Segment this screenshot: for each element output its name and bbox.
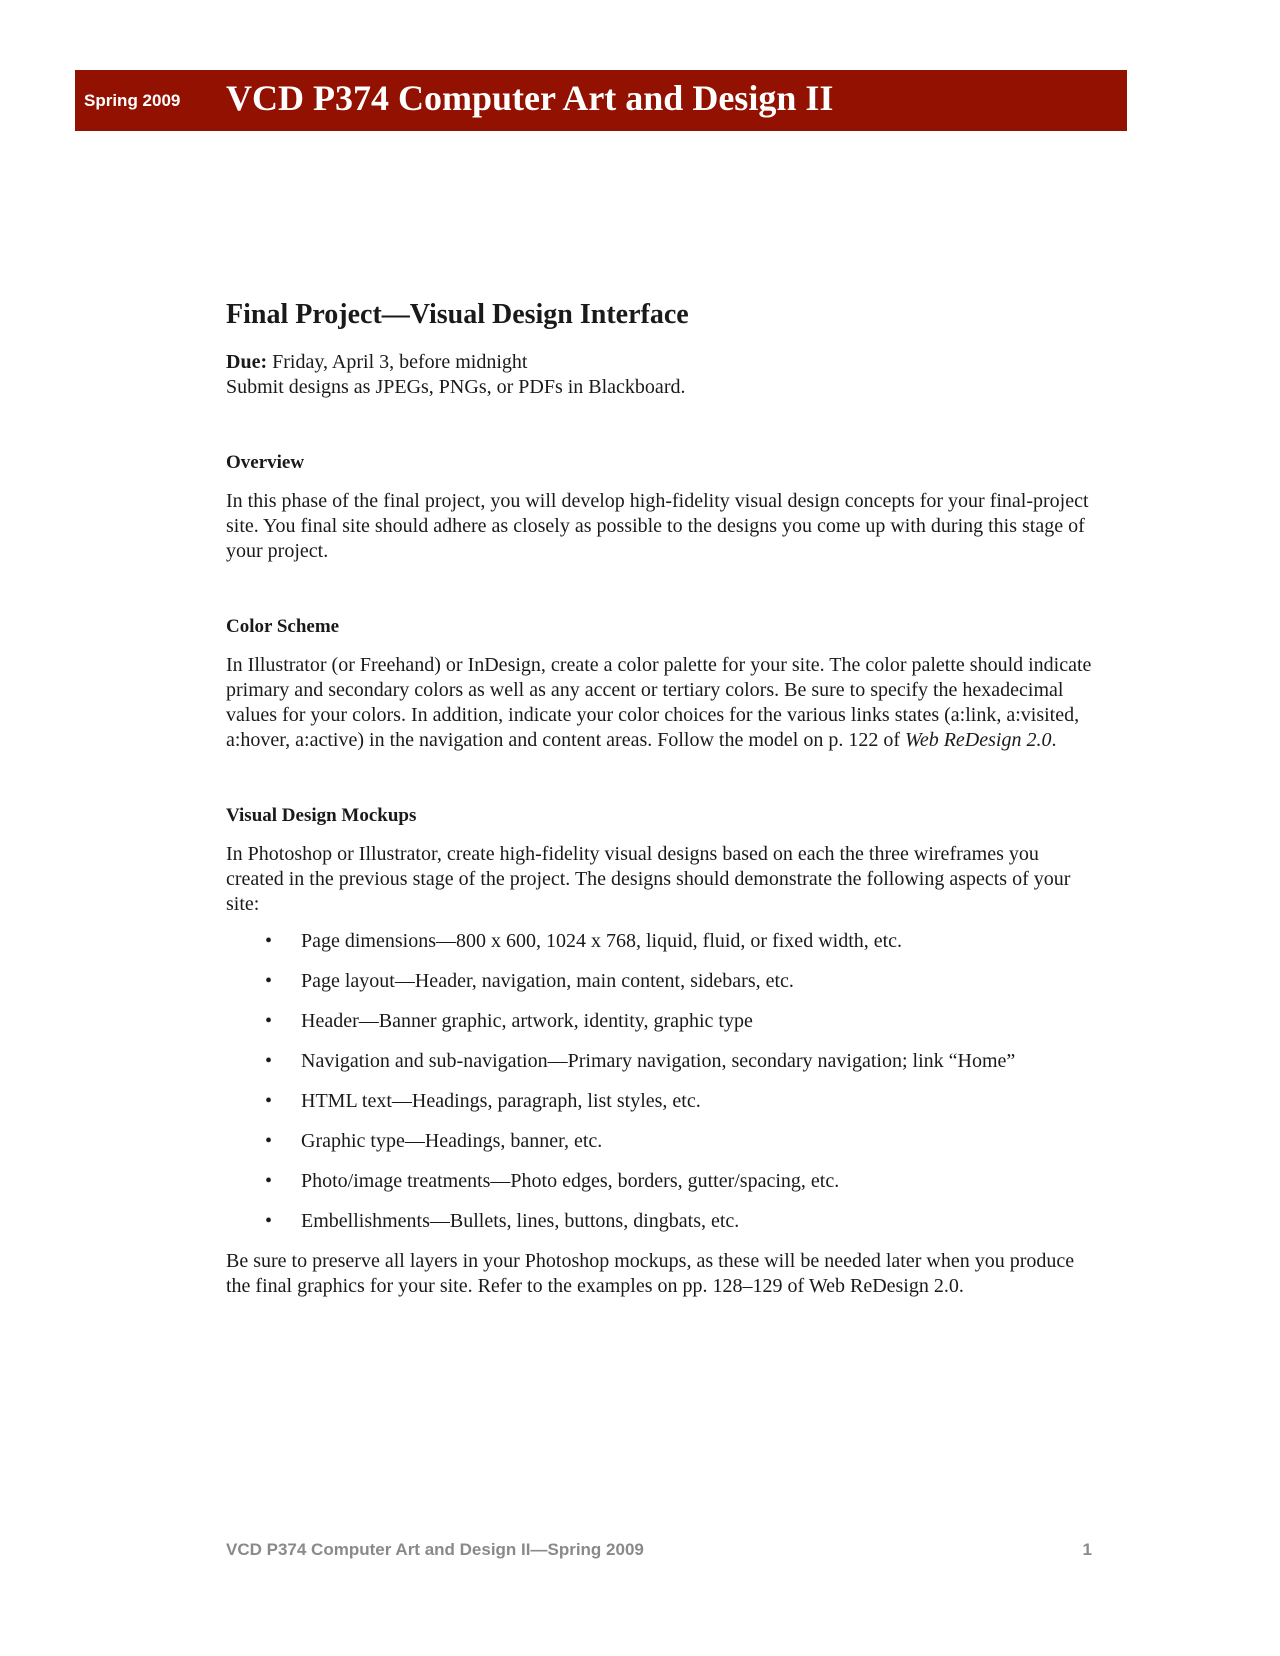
mockups-heading: Visual Design Mockups (226, 804, 417, 826)
mockups-section (226, 804, 1096, 1299)
list-item-text: Header—Banner graphic, artwork, identity, graphic type (301, 1009, 753, 1032)
submit-instructions: Submit designs as JPEGs, PNGs, or PDFs in Blackboard. (226, 375, 686, 398)
bullet-icon: • (265, 969, 273, 992)
document-title: Final Project—Visual Design Interface (226, 299, 689, 330)
list-item (226, 1009, 1096, 1034)
overview-section (226, 451, 1096, 564)
due-date: Friday, April 3, before midnight (267, 350, 528, 373)
mockups-closing: Be sure to preserve all layers in your Photoshop mockups, as these will be needed later when you produce the final graphics for your site. Refer to the examples on pp. 128–129 of Web ReDesign 2.0. (226, 1249, 1075, 1297)
bullet-icon: • (265, 1169, 273, 1192)
document-body (226, 298, 1096, 1350)
bullet-icon: • (265, 1049, 273, 1072)
list-item-text: Page layout—Header, navigation, main content, sidebars, etc. (301, 969, 794, 992)
color-scheme-body (226, 653, 1096, 753)
list-item (226, 1049, 1096, 1074)
bullet-icon: • (265, 1129, 273, 1152)
color-scheme-section (226, 615, 1096, 753)
mockups-list (226, 929, 1096, 1234)
due-line (226, 350, 1096, 375)
due-block (226, 350, 1096, 400)
color-scheme-end: . (1051, 728, 1057, 751)
footer-text: VCD P374 Computer Art and Design II—Spring 2009 (226, 1540, 644, 1559)
list-item (226, 1089, 1096, 1114)
course-title: VCD P374 Computer Art and Design II (226, 78, 834, 118)
color-scheme-text: In Illustrator (or Freehand) or InDesign, create a color palette for your site. The color palette should indicate primary and secondary colors as well as any accent or tertiary colors. Be sure to specify the hexadecimal values for your colors. In addition, indicate your color choices for the various links states (a:link, a:visited, a:hover, a:active) in the navigation and content areas. Follow the model on p. 122 of (226, 653, 1092, 751)
page-footer (226, 1540, 1092, 1560)
list-item-text: Navigation and sub-navigation—Primary navigation, secondary navigation; link “Home” (301, 1049, 1016, 1072)
color-scheme-heading: Color Scheme (226, 615, 340, 637)
list-item (226, 1169, 1096, 1194)
overview-heading: Overview (226, 451, 305, 473)
list-item-text: Embellishments—Bullets, lines, buttons, dingbats, etc. (301, 1209, 740, 1232)
overview-body: In this phase of the final project, you will develop high-fidelity visual design concepts for your final-project site. You final site should adhere as closely as possible to the designs you come up with during this stage of your project. (226, 489, 1089, 562)
list-item (226, 1129, 1096, 1154)
list-item (226, 969, 1096, 994)
due-label: Due: (226, 350, 268, 373)
book-title: Web ReDesign 2.0 (905, 728, 1052, 751)
mockups-intro: In Photoshop or Illustrator, create high-fidelity visual designs based on each the three wireframes you created in the previous stage of the project. The designs should demonstrate the following aspects of your site: (226, 842, 1071, 915)
list-item-text: Graphic type—Headings, banner, etc. (301, 1129, 603, 1152)
term-label: Spring 2009 (84, 91, 181, 110)
header-banner (75, 70, 1127, 131)
list-item-text: HTML text—Headings, paragraph, list styles, etc. (301, 1089, 701, 1112)
bullet-icon: • (265, 929, 273, 952)
list-item-text: Page dimensions—800 x 600, 1024 x 768, liquid, fluid, or fixed width, etc. (301, 929, 903, 952)
list-item-text: Photo/image treatments—Photo edges, borders, gutter/spacing, etc. (301, 1169, 840, 1192)
list-item (226, 1209, 1096, 1234)
bullet-icon: • (265, 1009, 273, 1032)
bullet-icon: • (265, 1089, 273, 1112)
page-number: 1 (1082, 1540, 1092, 1559)
bullet-icon: • (265, 1209, 273, 1232)
list-item (226, 929, 1096, 954)
